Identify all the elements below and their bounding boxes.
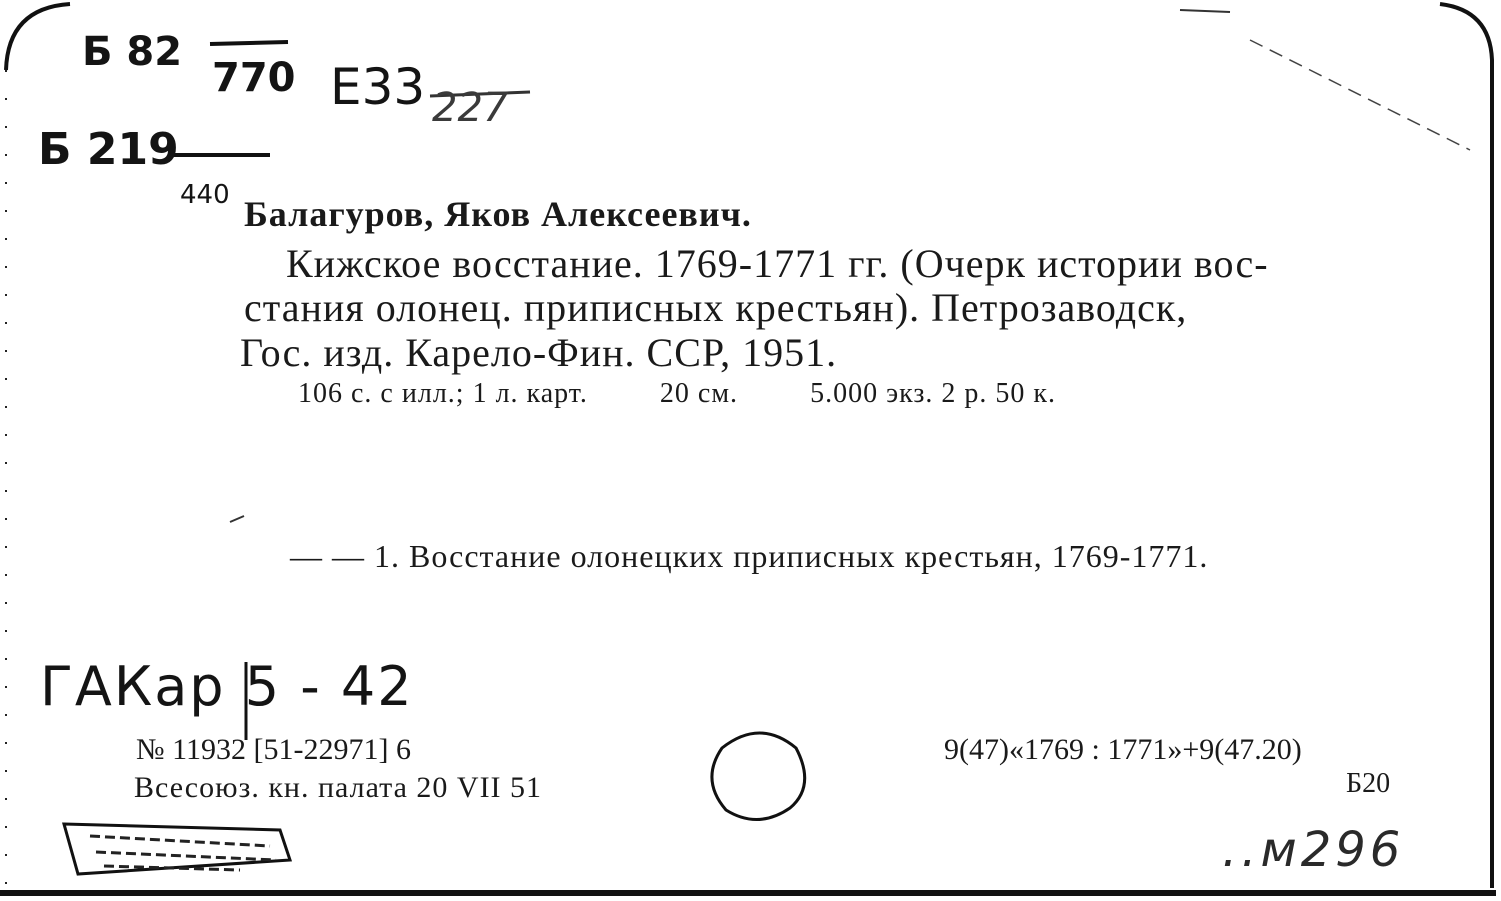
call-number-rule: [210, 42, 288, 44]
title-line-1: Кижское восстание. 1769-1771 гг. (Очерк истории вос-: [286, 241, 1269, 286]
record-number: № 11932 [51-22971] 6: [136, 733, 411, 766]
collation-size: 20 см.: [659, 378, 739, 409]
rod-hole: [712, 733, 805, 820]
card-scratch: [230, 516, 244, 522]
author-heading: Балагуров, Яков Алексеевич.: [244, 194, 752, 234]
call-number-b82: Б 82: [82, 29, 183, 75]
shelf-mark: ..м296: [1222, 822, 1405, 878]
collation-line: [298, 380, 1056, 408]
call-number-e33: Е33: [330, 58, 426, 116]
call-number-770: 770: [212, 55, 296, 101]
book-chamber-line: Всесоюз. кн. палата 20 VII 51: [134, 771, 543, 804]
card-corner-top-left: [6, 4, 70, 70]
card-edge-right: [1440, 4, 1492, 888]
collation-print-run-price: 5.000 экз. 2 р. 50 к.: [810, 378, 1056, 409]
crossed-out-stamp-lines: [90, 836, 276, 870]
title-line-3: Гос. изд. Карело-Фин. ССР, 1951.: [240, 330, 838, 375]
collation-pages: 106 с. с илл.; 1 л. карт.: [298, 378, 588, 409]
archive-mark: ГАКар 5 - 42: [40, 655, 414, 718]
card-scratch: [1250, 40, 1470, 150]
author-mark: Б20: [1346, 768, 1391, 799]
crossed-out-stamp: [64, 824, 290, 874]
call-number-440: 440: [180, 180, 230, 210]
classification-index: 9(47)«1769 : 1771»+9(47.20): [944, 733, 1302, 766]
title-line-2: стания олонец. приписных крестьян). Петрозаводск,: [244, 285, 1188, 330]
card-scratch: [1180, 10, 1230, 12]
call-number-227: 227: [432, 85, 509, 131]
call-number-b219: Б 219: [38, 124, 179, 175]
subject-heading: — — 1. Восстание олонецких приписных крестьян, 1769-1771.: [290, 538, 1209, 574]
